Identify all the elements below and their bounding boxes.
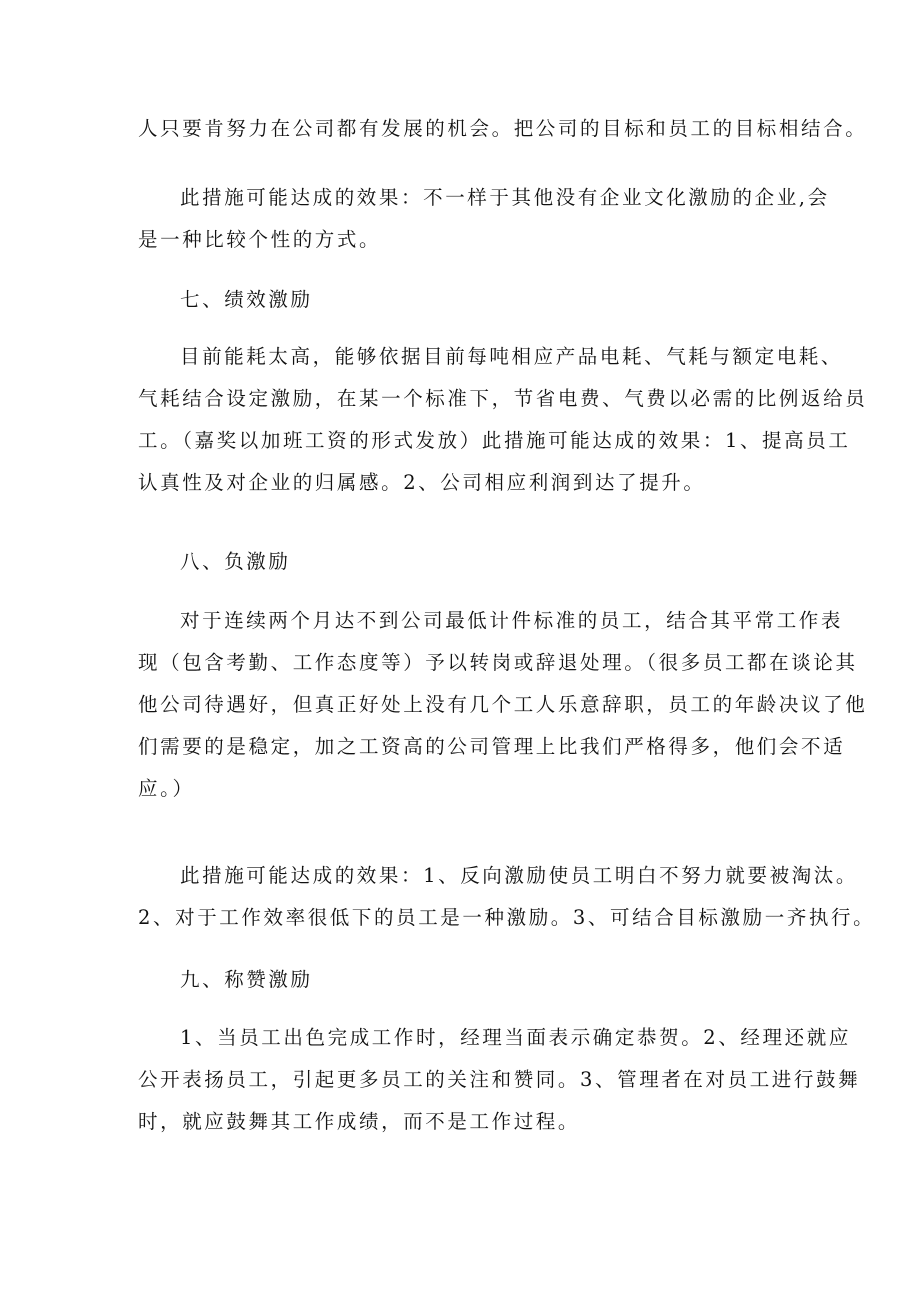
paragraph-line: 人只要肯努力在公司都有发展的机会。把公司的目标和员工的目标相结合。 (138, 117, 868, 140)
paragraph-line: 认真性及对企业的归属感。2、公司相应利润到达了提升。 (138, 471, 706, 494)
paragraph-line: 1、当员工出色完成工作时，经理当面表示确定恭贺。2、经理还就应 (180, 1026, 851, 1049)
paragraph-line: 2、对于工作效率很低下的员工是一种激励。3、可结合目标激励一齐执行。 (138, 906, 876, 929)
paragraph-line: 工。（嘉奖以加班工资的形式发放）此措施可能达成的效果：1、提高员工 (138, 429, 851, 452)
section-heading: 八、负激励 (180, 550, 291, 573)
paragraph-line: 目前能耗太高，能够依据目前每吨相应产品电耗、气耗与额定电耗、 (180, 345, 844, 368)
section-heading: 九、称赞激励 (180, 968, 313, 991)
paragraph-line: 现（包含考勤、工作态度等）予以转岗或辞退处理。（很多员工都在谈论其 (138, 651, 858, 674)
paragraph-line: 是一种比较个性的方式。 (138, 228, 382, 251)
paragraph-line: 们需要的是稳定，加之工资高的公司管理上比我们严格得多，他们会不适 (138, 735, 846, 758)
paragraph-line: 时，就应鼓舞其工作成绩，而不是工作过程。 (138, 1110, 581, 1133)
paragraph-line: 公开表扬员工，引起更多员工的关注和赞同。3、管理者在对员工进行鼓舞 (138, 1068, 861, 1091)
section-heading: 七、绩效激励 (180, 288, 313, 311)
paragraph-line: 对于连续两个月达不到公司最低计件标准的员工，结合其平常工作表 (180, 609, 844, 632)
paragraph-line: 气耗结合设定激励，在某一个标准下，节省电费、气费以必需的比例返给员 (138, 387, 868, 410)
paragraph-line: 此措施可能达成的效果：1、反向激励使员工明白不努力就要被淘汰。 (180, 864, 859, 887)
paragraph-line: 此措施可能达成的效果：不一样于其他没有企业文化激励的企业,会 (180, 186, 830, 209)
paragraph-line: 应。） (138, 777, 195, 800)
paragraph-line: 他公司待遇好，但真正好处上没有几个工人乐意辞职，员工的年龄决议了他 (138, 693, 868, 716)
